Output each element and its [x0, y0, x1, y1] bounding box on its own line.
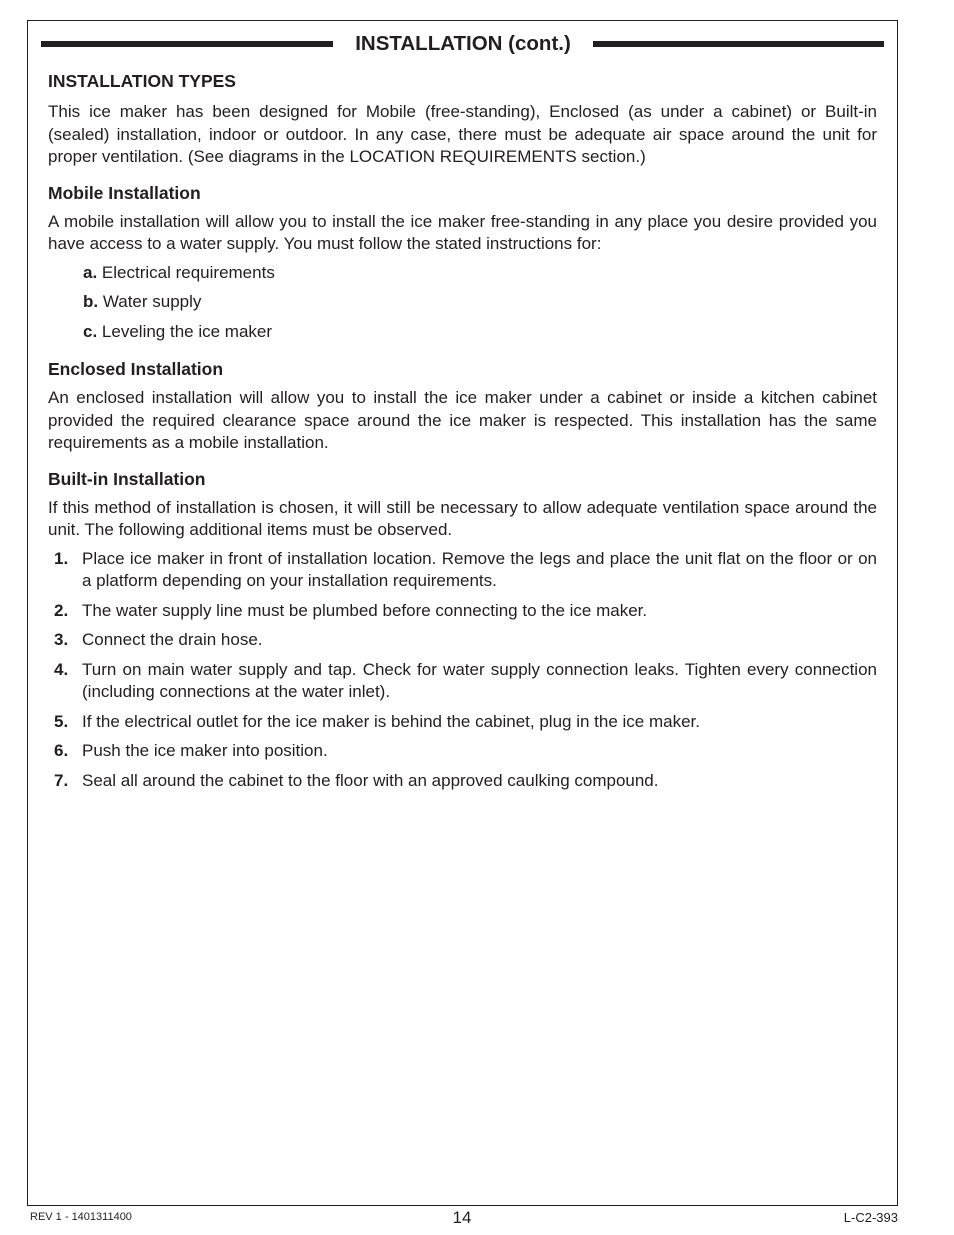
page-number: 14 [452, 1208, 472, 1227]
builtin-steps-list [48, 548, 877, 793]
step-number: 6. [54, 741, 69, 760]
step-number: 4. [54, 659, 69, 679]
list-item [48, 548, 877, 593]
list-item [48, 629, 877, 652]
list-item [48, 711, 877, 734]
builtin-installation-text: If this method of installation is chosen, it will still be necessary to allow adequate ventilation space around the unit. The following additional items must be observed. [48, 497, 877, 539]
mobile-installation-text: A mobile installation will allow you to install the ice maker free-standing in any place you desire provided you have access to a water supply. You must follow the stated instructions for: [48, 211, 877, 253]
header-rule-right [593, 41, 884, 47]
list-item-text: Water supply [102, 292, 202, 311]
list-marker: c. [83, 321, 98, 341]
enclosed-installation-text: An enclosed installation will allow you to install the ice maker under a cabinet or inside a kitchen cabinet provided the required clearance space around the ice maker is respected. This installation has the same requirements as a mobile installation. [48, 388, 877, 452]
list-marker: b. [83, 292, 99, 311]
step-number: 5. [54, 711, 69, 731]
list-item [48, 321, 877, 344]
step-number: 1. [54, 548, 69, 568]
main-content [48, 69, 877, 799]
list-item [48, 659, 877, 704]
revision-code: REV 1 - 1401311400 [30, 1211, 132, 1223]
mobile-installation-heading: Mobile Installation [48, 182, 201, 203]
list-item-text: Electrical requirements [101, 262, 275, 282]
step-text: Turn on main water supply and tap. Check for water supply connection leaks. Tighten every connection (including connections at the water inlet). [82, 659, 877, 701]
step-text: Connect the drain hose. [82, 630, 263, 649]
enclosed-installation-heading: Enclosed Installation [48, 359, 224, 379]
builtin-installation-heading: Built-in Installation [48, 468, 206, 489]
step-text: If the electrical outlet for the ice maker is behind the cabinet, plug in the ice maker. [82, 711, 701, 731]
page-title: INSTALLATION (cont.) [355, 32, 571, 55]
header-rule-left [41, 41, 333, 47]
list-item [48, 262, 877, 285]
step-number: 3. [54, 630, 69, 649]
document-code: L-C2-393 [843, 1210, 898, 1225]
list-marker: a. [83, 262, 98, 282]
step-number: 2. [54, 600, 69, 620]
list-item [48, 600, 877, 623]
list-item [48, 291, 877, 314]
installation-types-intro: This ice maker has been designed for Mobile (free-standing), Enclosed (as under a cabinet) or Built-in (sealed) installation, indoor or outdoor. In any case, there must be adequate air space around the unit for proper ventilation. (See diagrams in the LOCATION REQUIREMENTS section.) [48, 102, 877, 166]
list-item [48, 740, 877, 763]
section-header [41, 30, 884, 58]
step-number: 7. [54, 770, 69, 790]
installation-types-heading: INSTALLATION TYPES [48, 71, 236, 91]
list-item-text: Leveling the ice maker [101, 321, 273, 341]
step-text: Place ice maker in front of installation location. Remove the legs and place the unit flat on the floor or on a platform depending on your installation requirements. [82, 548, 877, 590]
step-text: The water supply line must be plumbed before connecting to the ice maker. [82, 600, 648, 620]
list-item [48, 770, 877, 793]
step-text: Push the ice maker into position. [82, 741, 328, 760]
step-text: Seal all around the cabinet to the floor with an approved caulking compound. [82, 770, 659, 790]
mobile-requirements-list [48, 262, 877, 344]
